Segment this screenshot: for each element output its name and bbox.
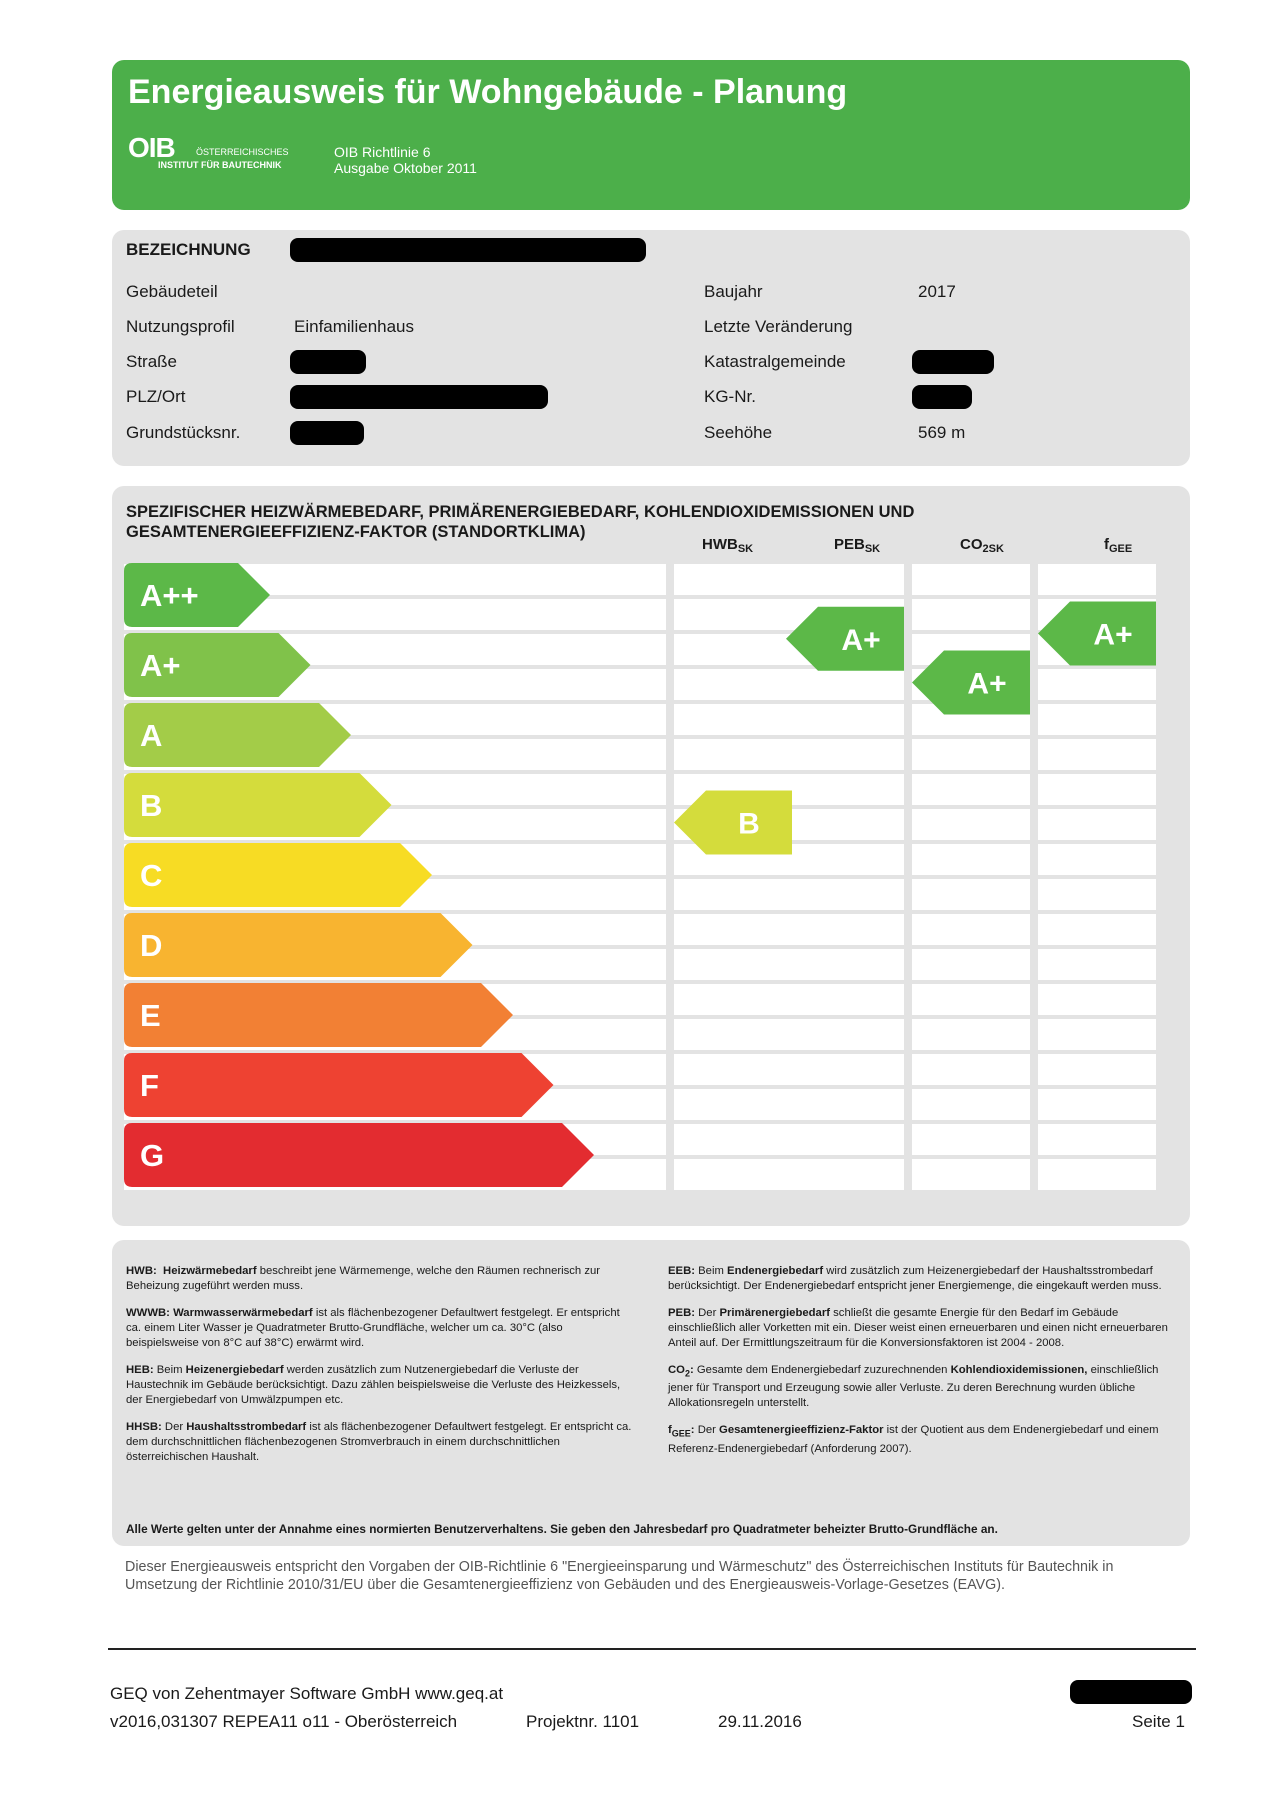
class-arrow-c	[124, 843, 432, 907]
footer-datum: 29.11.2016	[718, 1712, 802, 1731]
legend-eeb: EEB: Beim Endenergiebedarf wird zusätzlich zum Heizenergiebedarf der Haushaltsstrombedarf berücksichtigt. Der Endenergiebedarf entspricht jener Energiemenge, die eingekauft werden muss.	[668, 1265, 1162, 1292]
column-header-peb: $PEB_{SK}$	[834, 536, 881, 555]
class-label: B	[140, 788, 163, 823]
label-nutzungsprofil: Nutzungsprofil	[126, 317, 235, 336]
grid-cell	[912, 739, 1030, 770]
label-plz-ort: PLZ/Ort	[126, 387, 186, 406]
grid-cell	[912, 914, 1030, 945]
class-arrow-f	[124, 1053, 554, 1117]
label-gebaeudeteil: Gebäudeteil	[126, 282, 218, 301]
grid-cell	[1038, 809, 1156, 840]
grid-cell	[786, 949, 904, 980]
grid-cell	[1038, 669, 1156, 700]
footer-projekt: Projektnr. 1101	[526, 1712, 640, 1731]
grid-cell	[674, 1089, 792, 1120]
column-header-hwb: $HWB_{SK}$	[702, 536, 754, 555]
redacted-grundstuecksnr	[290, 421, 364, 445]
grid-cell	[674, 949, 792, 980]
legend-note: Alle Werte gelten unter der Annahme eines normierten Benutzerverhaltens. Sie geben den Jahresbedarf pro Quadratmeter beheizter Brutto-Grundfläche an.	[126, 1522, 998, 1536]
grid-cell	[674, 1019, 792, 1050]
bezeichnung-title: BEZEICHNUNG	[126, 240, 251, 259]
grid-cell	[912, 564, 1030, 595]
legend-column-left	[126, 1264, 634, 1477]
class-label: A++	[140, 578, 199, 613]
grid-cell	[786, 1159, 904, 1190]
bezeichnung-panel	[112, 230, 1190, 466]
column-header-co2: $CO_{2SK}$	[960, 536, 1004, 555]
class-arrow-d	[124, 913, 473, 977]
grid-cell	[786, 704, 904, 735]
grid-cell	[786, 844, 904, 875]
grid-cell	[912, 1054, 1030, 1085]
label-baujahr: Baujahr	[704, 282, 763, 301]
rating-label: A+	[841, 623, 881, 657]
column-header-fgee: $f_{GEE}$	[1104, 536, 1133, 555]
grid-cell	[912, 774, 1030, 805]
grid-cell	[786, 984, 904, 1015]
value-baujahr: 2017	[918, 282, 956, 301]
grid-cell	[674, 879, 792, 910]
label-katastralgemeinde: Katastralgemeinde	[704, 352, 846, 371]
label-kg-nr: KG-Nr.	[704, 387, 756, 406]
grid-cell	[912, 1019, 1030, 1050]
grid-cell	[786, 1054, 904, 1085]
class-arrow-e	[124, 983, 513, 1047]
energy-heading-line1: SPEZIFISCHER HEIZWÄRMEBEDARF, PRIMÄRENERGIEBEDARF, KOHLENDIOXIDEMISSIONEN UND	[126, 503, 915, 521]
grid-cell	[912, 1089, 1030, 1120]
grid-cell	[786, 774, 904, 805]
grid-cell	[912, 1124, 1030, 1155]
label-seehoehe: Seehöhe	[704, 423, 773, 442]
grid-cell	[912, 809, 1030, 840]
oib-logo-line1: ÖSTERREICHISCHES	[196, 147, 289, 157]
grid-cell	[1038, 949, 1156, 980]
grid-cell	[912, 844, 1030, 875]
grid-cell	[1038, 1054, 1156, 1085]
class-arrow-b	[124, 773, 392, 837]
label-grundstuecksnr: Grundstücksnr.	[126, 423, 241, 442]
legend-fgee: $f_{GEE}$: Der Gesamtenergieeffizienz-Faktor ist der Quotient aus dem Endenergiebedarf und einem Referenz-Endenergiebedarf (Anforderung 2007).	[668, 1424, 1159, 1455]
grid-cell	[786, 1019, 904, 1050]
grid-cell	[674, 564, 792, 595]
redacted-strasse	[290, 350, 366, 374]
redacted-footer	[1070, 1680, 1192, 1704]
grid-cell	[674, 739, 792, 770]
legend-heb: HEB: Beim Heizenergiebedarf werden zusätzlich zum Nutzenergiebedarf die Verluste der Haustechnik im Gebäude berücksichtigt. Dazu zählen beispielsweise die Verluste des Heizkessels, der Energiebedarf von Umwälzpumpen etc.	[126, 1364, 621, 1406]
grid-cell	[674, 704, 792, 735]
legend-co2: $CO_2$: Gesamte dem Endenergiebedarf zuzurechnenden Kohlendioxidemissionen, einschließlich jener für Transport und Erzeugung sowie aller Verluste. Zu deren Berechnung wurden übliche Allokationsregeln unterstellt.	[668, 1364, 1159, 1410]
energy-panel	[112, 486, 1190, 1226]
grid-cell	[912, 984, 1030, 1015]
legend-column-right	[668, 1264, 1180, 1469]
legend-wwwb: WWWB: Warmwasserwärmebedarf ist als flächenbezogener Defaultwert festgelegt. Er entspricht ca. einem Liter Wasser je Quadratmeter Brutto-Grundfläche, welcher um ca. 30°C (also beispielsweise von 8°C auf 38°C) erwärmt wird.	[126, 1307, 620, 1349]
footer-version: v2016,031307 REPEA11 o11 - Oberösterreich	[110, 1712, 458, 1731]
grid-cell	[1038, 739, 1156, 770]
grid-cell	[674, 1159, 792, 1190]
grid-cell	[1038, 1159, 1156, 1190]
grid-cell	[674, 984, 792, 1015]
grid-cell	[674, 669, 792, 700]
grid-cell	[1038, 914, 1156, 945]
redacted-kg-nr	[912, 385, 972, 409]
class-arrow-g	[124, 1123, 594, 1187]
footer-software: GEQ von Zehentmayer Software GmbH www.geq.at	[110, 1684, 504, 1703]
grid-cell	[786, 879, 904, 910]
grid-cell	[786, 1089, 904, 1120]
grid-cell	[912, 599, 1030, 630]
grid-cell	[786, 564, 904, 595]
grid-cell	[674, 1054, 792, 1085]
redacted-bezeichnung	[290, 238, 646, 262]
label-strasse: Straße	[126, 352, 178, 371]
page-title: Energieausweis für Wohngebäude - Planung	[128, 73, 848, 111]
grid-cell	[912, 949, 1030, 980]
grid-cell	[674, 599, 792, 630]
value-nutzungsprofil: Einfamilienhaus	[294, 317, 415, 336]
class-label: A+	[140, 648, 181, 683]
grid-cell	[674, 1124, 792, 1155]
header-banner	[112, 60, 1190, 210]
class-label: D	[140, 928, 163, 963]
grid-cell	[786, 914, 904, 945]
class-label: A	[140, 718, 163, 753]
grid-cell	[786, 669, 904, 700]
grid-cell	[1038, 1089, 1156, 1120]
grid-cell	[674, 914, 792, 945]
legend-hhsb: HHSB: Der Haushaltsstrombedarf ist als flächenbezogener Defaultwert festgelegt. Er entspricht ca. dem durchschnittlichen flächenbezogenen Stromverbrauch in einem durchschnittlichen österreichischen Haushalt.	[126, 1421, 632, 1463]
energy-scale-chart	[112, 486, 1190, 1226]
grid-cell	[912, 1159, 1030, 1190]
grid-cell	[1038, 984, 1156, 1015]
richtlinie-name: OIB Richtlinie 6	[334, 144, 431, 160]
redacted-katastralgemeinde	[912, 350, 994, 374]
grid-cell	[1038, 1124, 1156, 1155]
grid-cell	[1038, 704, 1156, 735]
footer-seite: Seite 1	[1132, 1712, 1185, 1731]
richtlinie-ausgabe: Ausgabe Oktober 2011	[334, 160, 477, 176]
energy-heading-line2: GESAMTENERGIEEFFIZIENZ-FAKTOR (STANDORTKLIMA)	[126, 523, 586, 541]
grid-cell	[674, 634, 792, 665]
oib-logo-mark: OIB	[128, 132, 175, 163]
class-label: F	[140, 1068, 159, 1103]
label-letzte-veraenderung: Letzte Veränderung	[704, 317, 853, 336]
grid-cell	[786, 809, 904, 840]
legend-hwb: HWB: Heizwärmebedarf beschreibt jene Wärmemenge, welche den Räumen rechnerisch zur Beheizung zugeführt werden muss.	[126, 1265, 601, 1292]
rating-label: A+	[1093, 618, 1133, 652]
legend-peb: PEB: Der Primärenergiebedarf schließt die gesamte Energie für den Bedarf im Gebäude einschließlich aller Vorketten mit ein. Dieser weist einen erneuerbaren und einen nicht erneuerbaren Anteil auf. Der Ermittlungszeitraum für die Konversionsfaktoren ist 2004 - 2008.	[668, 1307, 1168, 1349]
class-label: G	[140, 1138, 165, 1173]
rating-label: A+	[967, 667, 1007, 701]
grid-cell	[786, 1124, 904, 1155]
redacted-plz-ort	[290, 385, 548, 409]
grid-cell	[1038, 774, 1156, 805]
oib-compliance-note: Dieser Energieausweis entspricht den Vorgaben der OIB-Richtlinie 6 "Energieeinsparung und Wärmeschutz" des Österreichischen Instituts für Bautechnik in Umsetzung der Richtlinie 2010/31/EU über die Gesamtenergieeffizienz von Gebäuden und des Energieausweis-Vorlage-Gesetzes (EAVG).	[125, 1559, 1114, 1593]
grid-cell	[1038, 844, 1156, 875]
grid-cell	[1038, 879, 1156, 910]
grid-cell	[786, 739, 904, 770]
richtlinie-info	[334, 144, 477, 176]
class-label: E	[140, 998, 161, 1033]
value-seehoehe: 569 m	[918, 423, 966, 442]
grid-cell	[912, 879, 1030, 910]
grid-cell	[1038, 564, 1156, 595]
class-label: C	[140, 858, 163, 893]
footer-divider	[108, 1648, 1196, 1650]
legend-panel	[112, 1240, 1190, 1546]
grid-cell	[1038, 1019, 1156, 1050]
oib-logo-line2: INSTITUT FÜR BAUTECHNIK	[158, 160, 282, 170]
rating-label: B	[738, 807, 760, 841]
